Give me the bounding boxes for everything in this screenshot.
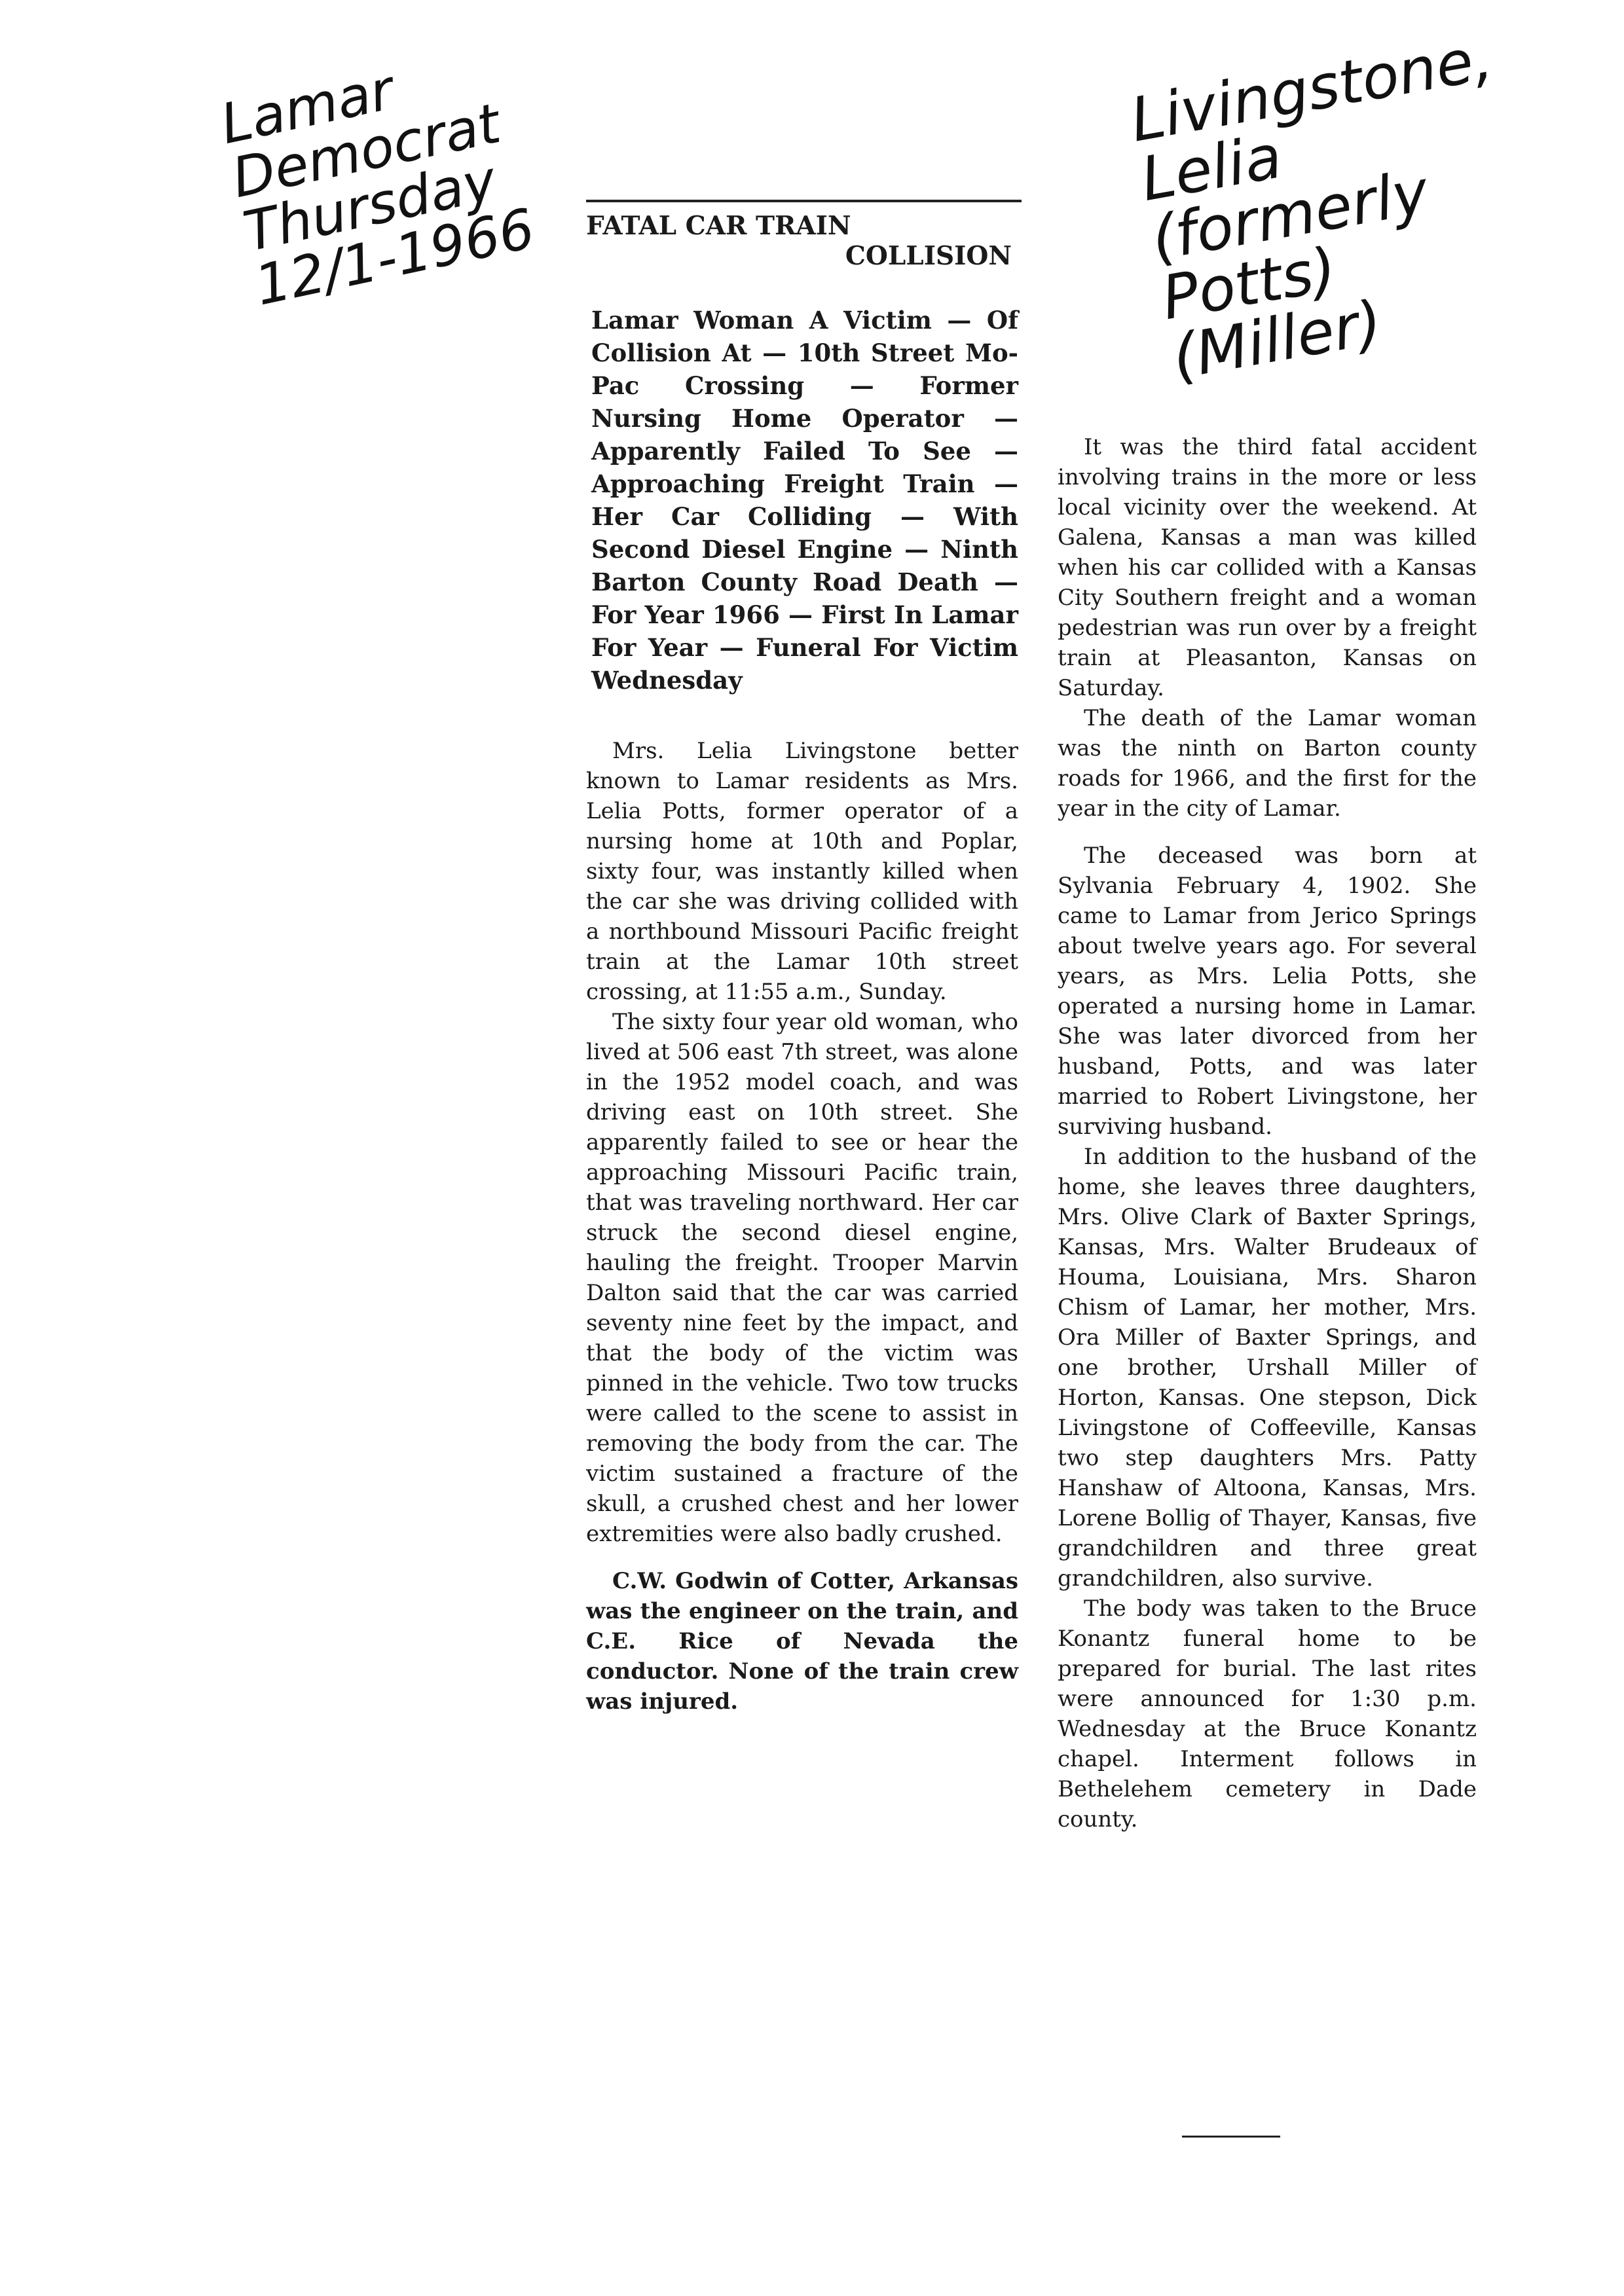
article-paragraph: The sixty four year old woman, who lived at 506 east 7th street, was alone in the 1952 model coach, and was driving east on 10th street. She apparently failed to see or hear the approaching Missouri Pacific train, that was traveling northward. Her car struck the second diesel engine, hauling the freight. Trooper Marvin Dalton said that the car was carried seventy nine feet by the impact, and that the body of the victim was pinned in the vehicle. Two tow trucks were called to the scene to assist in removing the body from the car. The victim sustained a fracture of the skull, a crushed chest and her lower extremities were also badly crushed. (586, 1009, 1018, 1547)
article-paragraph: It was the third fatal accident involving trains in the more or less local vicinity over the weekend. At Galena, Kansas a man was killed when his car collided with a Kansas City Southern freight and a woman pedestrian was run over by a freight train at Pleasanton, Kansas on Saturday. (1058, 434, 1477, 701)
article-paragraph: C.W. Godwin of Cotter, Arkansas was the engineer on the train, and C.E. Rice of Nevada the conductor. None of the train crew was injured. (586, 1568, 1018, 1715)
article-column-right (1058, 432, 1477, 1834)
article-column-left (586, 196, 1018, 1717)
handwritten-name-note: Livingstone, Lelia (formerly Potts) (Miller) (1125, 23, 1498, 393)
handwritten-source-note: Lamar Democrat Thursday 12/1-1966 (215, 57, 540, 318)
article-headline (586, 211, 1018, 271)
article-paragraph: The body was taken to the Bruce Konantz funeral home to be prepared for burial. The last rites were announced for 1:30 p.m. Wednesday at the Bruce Konantz chapel. Interment follows in Bethelehem cemetery in Dade county. (1058, 1595, 1477, 1832)
headline-line-2: COLLISION (845, 241, 1012, 271)
article-paragraph: In addition to the husband of the home, she leaves three daughters, Mrs. Olive Clark of Baxter Springs, Kansas, Mrs. Walter Brudeaux of Houma, Louisiana, Mrs. Sharon Chism of Lamar, her mother, Mrs. Ora Miller of Baxter Springs, and one brother, Urshall Miller of Horton, Kansas. One stepson, Dick Livingstone of Coffeeville, Kansas two step daughters Mrs. Patty Hanshaw of Altoona, Kansas, Mrs. Lorene Bollig of Thayer, Kansas, five grandchildren and three great grandchildren, also survive. (1058, 1144, 1477, 1592)
end-of-article-mark (1182, 2136, 1280, 2138)
article-paragraph: Mrs. Lelia Livingstone better known to Lamar residents as Mrs. Lelia Potts, former operator of a nursing home at 10th and Poplar, sixty four, was instantly killed when the car she was driving collided with a northbound Missouri Pacific freight train at the Lamar 10th street crossing, at 11:55 a.m., Sunday. (586, 738, 1018, 1005)
article-deck: Lamar Woman A Victim — Of Collision At — 10th Street Mo-Pac Crossing — Former Nursing Home Operator — Apparently Failed To See — Approaching Freight Train — Her Car Colliding — With Second Diesel Engine — Ninth Barton County Road Death — For Year 1966 — First In Lamar For Year — Funeral For Victim Wednesday (591, 306, 1018, 695)
headline-line-1: FATAL CAR TRAIN (586, 211, 851, 241)
article-paragraph: The death of the Lamar woman was the ninth on Barton county roads for 1966, and the first for the year in the city of Lamar. (1058, 705, 1477, 822)
article-paragraph: The deceased was born at Sylvania February 4, 1902. She came to Lamar from Jerico Springs about twelve years ago. For several years, as Mrs. Lelia Potts, she operated a nursing home in Lamar. She was later divorced from her husband, Potts, and was later married to Robert Livingstone, her surviving husband. (1058, 843, 1477, 1140)
